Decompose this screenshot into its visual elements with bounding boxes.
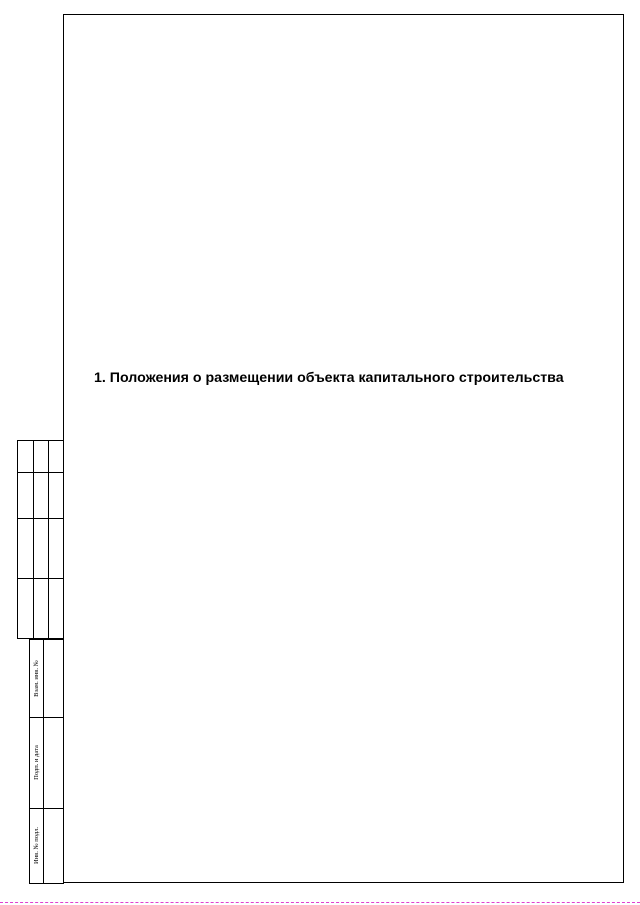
stamp-label-signature-date: Подп. и дата [33, 745, 41, 780]
page-cut-line [0, 902, 640, 903]
sheet-frame [63, 14, 624, 883]
stamp-divider [18, 578, 63, 579]
page-title: 1. Положения о размещении объекта капитального строительства [94, 370, 564, 386]
stamp-label-replacement-inv: Взам. инв. № [33, 660, 41, 697]
stamp-divider [18, 472, 63, 473]
stamp-approval-strip [29, 639, 64, 884]
stamp-label-original-inv: Инв. № подл. [33, 826, 41, 865]
stamp-divider [18, 518, 63, 519]
stamp-divider [43, 640, 44, 883]
stamp-divider [48, 441, 49, 638]
stamp-divider [33, 441, 34, 638]
stamp-upper-grid [17, 440, 64, 639]
